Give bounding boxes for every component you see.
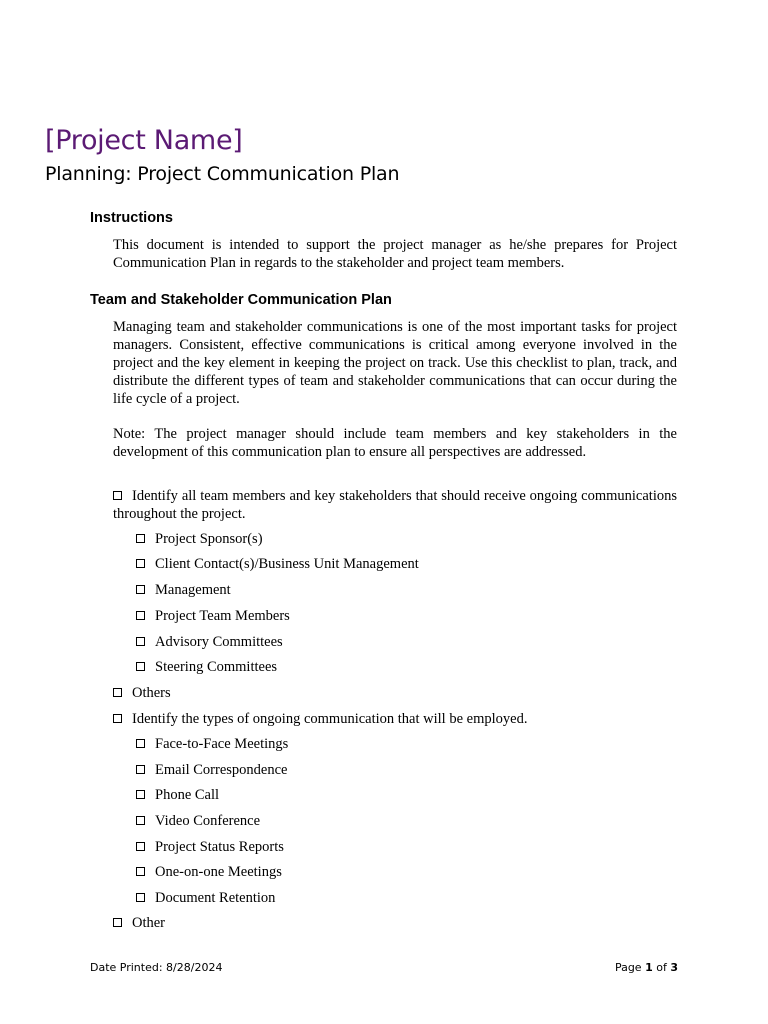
checkbox[interactable] xyxy=(136,611,145,620)
checklist-item-type: Project Status Reports xyxy=(136,838,284,856)
project-name-title: [Project Name] xyxy=(45,125,243,156)
current-page: 1 xyxy=(645,961,653,974)
checkbox[interactable] xyxy=(136,637,145,646)
checklist-item-member: Management xyxy=(136,581,231,599)
checklist-item-type: Email Correspondence xyxy=(136,761,287,779)
instructions-heading: Instructions xyxy=(90,210,173,226)
checkbox[interactable] xyxy=(136,662,145,671)
document-subtitle: Planning: Project Communication Plan xyxy=(45,163,400,185)
page-of-label: of xyxy=(656,961,667,974)
checkbox[interactable] xyxy=(136,585,145,594)
total-pages: 3 xyxy=(670,961,678,974)
checkbox[interactable] xyxy=(136,816,145,825)
plan-paragraph: Managing team and stakeholder communications is one of the most important tasks for project managers. Consistent, effective communications is critical among everyone involved in the project and the key element in keeping the project on track. Use this checklist to plan, track, and distribute the different types of team and stakeholder communications that can occur during the life cycle of a project. xyxy=(113,319,677,407)
checklist-item-identify-members: Identify all team members and key stakeholders that should receive ongoing communications throughout the project. xyxy=(113,488,677,522)
checklist-item-type: Document Retention xyxy=(136,889,275,907)
page-label: Page xyxy=(614,961,642,974)
checklist-item-type: Video Conference xyxy=(136,812,260,830)
checklist-item-other: Other xyxy=(113,914,165,932)
checklist-item-type: Face-to-Face Meetings xyxy=(136,735,288,753)
checkbox[interactable] xyxy=(136,739,145,748)
checkbox[interactable] xyxy=(136,790,145,799)
checkbox[interactable] xyxy=(136,559,145,568)
checkbox[interactable] xyxy=(136,534,145,543)
checklist-item-member: Project Sponsor(s) xyxy=(136,530,263,548)
checkbox[interactable] xyxy=(136,765,145,774)
checklist-item-identify-types: Identify the types of ongoing communication that will be employed. xyxy=(113,710,527,728)
checkbox[interactable] xyxy=(136,867,145,876)
checklist-item-member: Advisory Committees xyxy=(136,633,283,651)
instructions-text: This document is intended to support the project manager as he/she prepares for Project Communication Plan in regards to the stakeholder and project team members. xyxy=(113,237,677,271)
checklist-item-others: Others xyxy=(113,684,171,702)
checklist-item-member: Client Contact(s)/Business Unit Management xyxy=(136,555,419,573)
checkbox[interactable] xyxy=(113,714,122,723)
checklist-item-member: Project Team Members xyxy=(136,607,290,625)
page-number xyxy=(615,961,678,975)
checkbox[interactable] xyxy=(113,918,122,927)
plan-note: Note: The project manager should include team members and key stakeholders in the development of this communication plan to ensure all perspectives are addressed. xyxy=(113,426,677,460)
communication-plan-heading: Team and Stakeholder Communication Plan xyxy=(90,292,392,308)
checklist-item-type: Phone Call xyxy=(136,786,219,804)
checkbox[interactable] xyxy=(136,893,145,902)
checkbox[interactable] xyxy=(113,491,122,500)
checkbox[interactable] xyxy=(113,688,122,697)
checklist-item-type: One-on-one Meetings xyxy=(136,863,282,881)
checkbox[interactable] xyxy=(136,842,145,851)
checklist-item-member: Steering Committees xyxy=(136,658,277,676)
date-printed: Date Printed: 8/28/2024 xyxy=(90,961,223,974)
